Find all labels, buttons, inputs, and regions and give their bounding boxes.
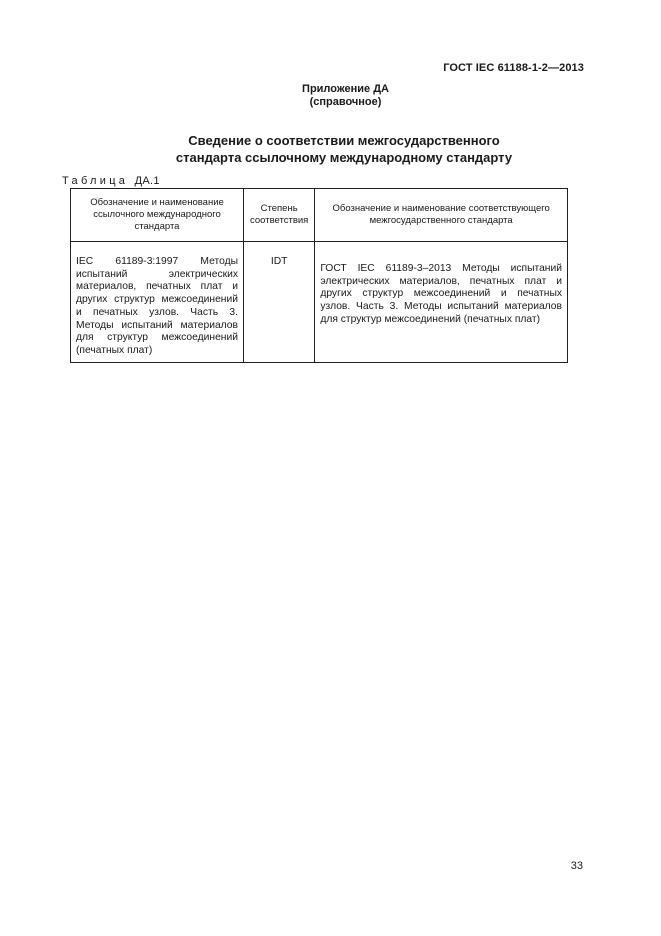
annex-title: Приложение ДА [302, 83, 389, 95]
header-degree-of-correspondence: Степень соответствия [244, 189, 315, 242]
cell-international-standard: IEC 61189-3:1997 Методы испытаний электрических материалов, печатных плат и других структур межсоединений и печатных узлов. Часть 3. Методы испытаний материалов для структур межсоединений (печатных плат) [71, 242, 244, 363]
header-national-standard: Обозначение и наименование соответствующего межгосударственного стандарта [315, 189, 568, 242]
correspondence-table [70, 188, 568, 363]
annex-subtitle: (справочное) [309, 96, 382, 108]
cell-degree-of-correspondence: IDT [244, 242, 315, 363]
table-caption-number: ДА.1 [134, 175, 160, 187]
table-caption [62, 175, 160, 187]
page-number: 33 [570, 860, 583, 872]
section-heading [0, 132, 661, 166]
cell-national-standard: ГОСТ IEC 61189-3–2013 Методы испытаний электрических материалов, печатных плат и других структур межсоединений и печатных узлов. Часть 3. Методы испытаний материалов для структур межсоединений (печатных плат) [315, 242, 568, 363]
annex-header [0, 83, 661, 109]
table-caption-prefix: Таблица [62, 175, 129, 187]
header-international-standard: Обозначение и наименование ссылочного международного стандарта [71, 189, 244, 242]
table-row [71, 242, 568, 363]
section-heading-line-1: Сведение о соответствии межгосударственного [188, 133, 500, 148]
table-header-row [71, 189, 568, 242]
document-code: ГОСТ IEC 61188-1-2—2013 [443, 62, 584, 74]
section-heading-line-2: стандарта ссылочному международному стандарту [175, 150, 513, 165]
